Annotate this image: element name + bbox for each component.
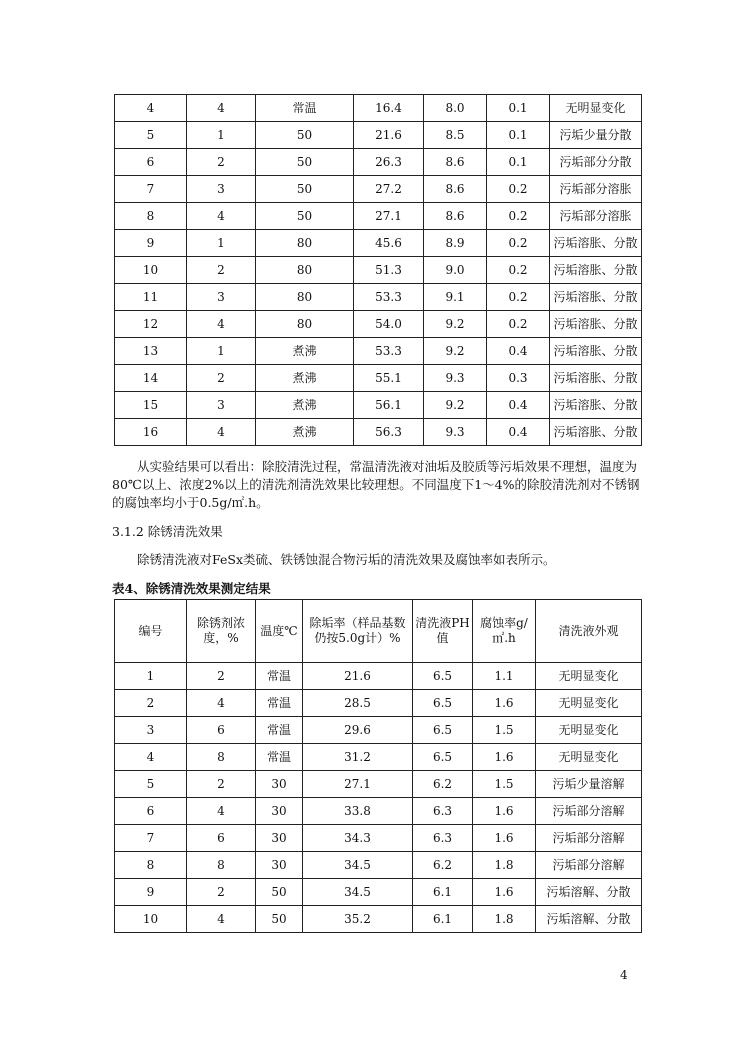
- table-cell: 45.6: [354, 230, 424, 257]
- table-cell: 14: [115, 365, 187, 392]
- table-cell: 无明显变化: [550, 95, 642, 122]
- table-cell: 11: [115, 284, 187, 311]
- table-row: [115, 744, 642, 771]
- section-heading: 3.1.2 除锈清洗效果: [112, 524, 223, 539]
- table-cell: 污垢溶胀、分散: [550, 392, 642, 419]
- table-cell: 8.9: [424, 230, 487, 257]
- table-cell: 6.2: [413, 852, 473, 879]
- table-cell: 1.8: [473, 852, 536, 879]
- table-cell: 8.6: [424, 176, 487, 203]
- table-cell: 7: [115, 176, 187, 203]
- table-row: [115, 338, 642, 365]
- table-cell: 0.2: [487, 176, 550, 203]
- table-cell: 煮沸: [256, 338, 354, 365]
- table-header-row: [115, 600, 642, 663]
- table-cell: 0.4: [487, 419, 550, 446]
- results-paragraph: 从实验结果可以看出：除胶清洗过程，常温清洗液对油垢及胶质等污垢效果不理想，温度为80℃以上、浓度2%以上的清洗剂清洗效果比较理想。不同温度下1～4%的除胶清洗剂对不锈钢的腐蚀率均小于0.5g/㎡.h。: [112, 459, 640, 510]
- table-cell: 4: [187, 798, 256, 825]
- table-cell: 9.3: [424, 419, 487, 446]
- table-cell: 6.5: [413, 744, 473, 771]
- table-cell: 1.6: [473, 798, 536, 825]
- table-cell: 6.5: [413, 663, 473, 690]
- table-cell: 无明显变化: [536, 744, 642, 771]
- table-cell: 污垢溶解、分散: [536, 879, 642, 906]
- table-cell: 9.2: [424, 392, 487, 419]
- table-cell: 56.1: [354, 392, 424, 419]
- table-cell: 4: [187, 906, 256, 933]
- table-cell: 9.3: [424, 365, 487, 392]
- table-header-cell: 温度℃: [256, 600, 303, 663]
- table-cell: 常温: [256, 95, 354, 122]
- table-cell: 2: [187, 257, 256, 284]
- table-row: [115, 176, 642, 203]
- table-cell: 4: [187, 690, 256, 717]
- table-cell: 1: [115, 663, 187, 690]
- table-cell: 8: [115, 852, 187, 879]
- table-row: [115, 257, 642, 284]
- table-cell: 33.8: [303, 798, 413, 825]
- table-cell: 30: [256, 771, 303, 798]
- table-cell: 12: [115, 311, 187, 338]
- table-cell: 9.2: [424, 311, 487, 338]
- table-cell: 27.1: [303, 771, 413, 798]
- table-cell: 9: [115, 879, 187, 906]
- table-cell: 9.1: [424, 284, 487, 311]
- table-cell: 0.2: [487, 257, 550, 284]
- table-header-cell: 除垢率（样品基数仍按5.0g计）%: [303, 600, 413, 663]
- table-row: [115, 203, 642, 230]
- table-cell: 污垢少量分散: [550, 122, 642, 149]
- table-cell: 16: [115, 419, 187, 446]
- degumming-table-body: [115, 95, 642, 446]
- table-cell: 煮沸: [256, 419, 354, 446]
- table-cell: 1.6: [473, 690, 536, 717]
- table-cell: 0.4: [487, 392, 550, 419]
- table-cell: 30: [256, 852, 303, 879]
- table-cell: 29.6: [303, 717, 413, 744]
- table-cell: 50: [256, 149, 354, 176]
- table-cell: 0.1: [487, 95, 550, 122]
- table-cell: 污垢部分溶胀: [550, 176, 642, 203]
- table-cell: 0.2: [487, 284, 550, 311]
- table-cell: 26.3: [354, 149, 424, 176]
- table-cell: 55.1: [354, 365, 424, 392]
- table-row: [115, 284, 642, 311]
- table-cell: 6.1: [413, 906, 473, 933]
- table-header-cell: 编号: [115, 600, 187, 663]
- table-cell: 80: [256, 311, 354, 338]
- table-cell: 无明显变化: [536, 690, 642, 717]
- table-cell: 4: [187, 419, 256, 446]
- table-cell: 0.1: [487, 122, 550, 149]
- table-cell: 27.1: [354, 203, 424, 230]
- table-row: [115, 365, 642, 392]
- table-cell: 6: [115, 798, 187, 825]
- table-cell: 6: [187, 825, 256, 852]
- table-cell: 煮沸: [256, 365, 354, 392]
- table-row: [115, 717, 642, 744]
- table-cell: 53.3: [354, 284, 424, 311]
- table-cell: 3: [187, 176, 256, 203]
- table-cell: 5: [115, 771, 187, 798]
- table-cell: 54.0: [354, 311, 424, 338]
- table-cell: 30: [256, 825, 303, 852]
- table-cell: 1.1: [473, 663, 536, 690]
- table-cell: 15: [115, 392, 187, 419]
- table-cell: 50: [256, 879, 303, 906]
- table-cell: 34.3: [303, 825, 413, 852]
- table-cell: 31.2: [303, 744, 413, 771]
- table-cell: 无明显变化: [536, 663, 642, 690]
- table-cell: 2: [187, 365, 256, 392]
- table-cell: 10: [115, 257, 187, 284]
- table-cell: 污垢部分溶解: [536, 825, 642, 852]
- table-cell: 8.5: [424, 122, 487, 149]
- table-cell: 51.3: [354, 257, 424, 284]
- table-row: [115, 419, 642, 446]
- page-number: 4: [620, 968, 628, 982]
- table-cell: 1.6: [473, 879, 536, 906]
- table-cell: 常温: [256, 663, 303, 690]
- table-cell: 污垢部分溶解: [536, 798, 642, 825]
- table-row: [115, 392, 642, 419]
- table-cell: 1: [187, 338, 256, 365]
- table-cell: 1.5: [473, 717, 536, 744]
- table-cell: 4: [187, 311, 256, 338]
- degumming-results-table: [114, 94, 642, 446]
- table-row: [115, 825, 642, 852]
- table-cell: 污垢溶胀、分散: [550, 257, 642, 284]
- table-cell: 28.5: [303, 690, 413, 717]
- table-cell: 3: [115, 717, 187, 744]
- table-cell: 1: [187, 122, 256, 149]
- table-row: [115, 663, 642, 690]
- table-cell: 34.5: [303, 852, 413, 879]
- table-cell: 53.3: [354, 338, 424, 365]
- table-cell: 煮沸: [256, 392, 354, 419]
- table-cell: 0.2: [487, 230, 550, 257]
- table-cell: 4: [115, 744, 187, 771]
- table-cell: 污垢溶胀、分散: [550, 365, 642, 392]
- table-cell: 8: [187, 852, 256, 879]
- table-cell: 8.0: [424, 95, 487, 122]
- rust-intro-paragraph: 除锈清洗液对FeSx类硫、铁锈蚀混合物污垢的清洗效果及腐蚀率如表所示。: [137, 552, 556, 567]
- table-cell: 35.2: [303, 906, 413, 933]
- table-cell: 1.5: [473, 771, 536, 798]
- table-header-cell: 清洗液外观: [536, 600, 642, 663]
- table-row: [115, 95, 642, 122]
- table-cell: 污垢溶胀、分散: [550, 230, 642, 257]
- table-cell: 污垢溶胀、分散: [550, 284, 642, 311]
- table-cell: 8: [187, 744, 256, 771]
- table-cell: 污垢部分溶解: [536, 852, 642, 879]
- table-cell: 6.2: [413, 771, 473, 798]
- table-cell: 4: [187, 95, 256, 122]
- table-cell: 污垢少量溶解: [536, 771, 642, 798]
- table-cell: 80: [256, 257, 354, 284]
- table-row: [115, 690, 642, 717]
- table-cell: 2: [187, 771, 256, 798]
- table-cell: 50: [256, 906, 303, 933]
- table-cell: 7: [115, 825, 187, 852]
- table-cell: 6: [187, 717, 256, 744]
- table-header-cell: 腐蚀率g/㎡.h: [473, 600, 536, 663]
- table-cell: 9.2: [424, 338, 487, 365]
- table-cell: 8.6: [424, 149, 487, 176]
- table-cell: 56.3: [354, 419, 424, 446]
- table-row: [115, 311, 642, 338]
- table-cell: 8.6: [424, 203, 487, 230]
- table-row: [115, 798, 642, 825]
- table-cell: 10: [115, 906, 187, 933]
- table-row: [115, 879, 642, 906]
- table-cell: 无明显变化: [536, 717, 642, 744]
- table-cell: 常温: [256, 717, 303, 744]
- table-cell: 污垢溶胀、分散: [550, 419, 642, 446]
- table-cell: 1.6: [473, 825, 536, 852]
- table-cell: 80: [256, 284, 354, 311]
- table-cell: 0.1: [487, 149, 550, 176]
- table-header-cell: 除锈剂浓度，%: [187, 600, 256, 663]
- table-cell: 4: [115, 95, 187, 122]
- table-cell: 9.0: [424, 257, 487, 284]
- table-cell: 污垢部分溶胀: [550, 203, 642, 230]
- table-cell: 6.5: [413, 690, 473, 717]
- table-cell: 6.3: [413, 825, 473, 852]
- table-cell: 9: [115, 230, 187, 257]
- table-cell: 污垢溶胀、分散: [550, 338, 642, 365]
- table-cell: 2: [115, 690, 187, 717]
- rust-table-body: [115, 600, 642, 933]
- table-cell: 0.4: [487, 338, 550, 365]
- table-cell: 34.5: [303, 879, 413, 906]
- table-cell: 6.5: [413, 717, 473, 744]
- rust-removal-results-table: [114, 599, 642, 933]
- table-cell: 27.2: [354, 176, 424, 203]
- table-cell: 2: [187, 663, 256, 690]
- table-cell: 4: [187, 203, 256, 230]
- table-cell: 80: [256, 230, 354, 257]
- table-row: [115, 771, 642, 798]
- table-cell: 3: [187, 392, 256, 419]
- table-cell: 6.1: [413, 879, 473, 906]
- table-cell: 污垢溶胀、分散: [550, 311, 642, 338]
- table-cell: 0.3: [487, 365, 550, 392]
- table-cell: 3: [187, 284, 256, 311]
- table-cell: 常温: [256, 690, 303, 717]
- table-header-cell: 清洗液PH值: [413, 600, 473, 663]
- table-row: [115, 122, 642, 149]
- table-cell: 0.2: [487, 311, 550, 338]
- table-cell: 常温: [256, 744, 303, 771]
- table-cell: 16.4: [354, 95, 424, 122]
- table4-caption: 表4、除锈清洗效果测定结果: [112, 581, 271, 596]
- table-cell: 30: [256, 798, 303, 825]
- table-cell: 6: [115, 149, 187, 176]
- table-row: [115, 906, 642, 933]
- table-cell: 50: [256, 203, 354, 230]
- table-cell: 21.6: [354, 122, 424, 149]
- table-cell: 1.8: [473, 906, 536, 933]
- table-cell: 2: [187, 149, 256, 176]
- table-cell: 2: [187, 879, 256, 906]
- table-cell: 污垢溶解、分散: [536, 906, 642, 933]
- table-cell: 50: [256, 122, 354, 149]
- table-cell: 13: [115, 338, 187, 365]
- table-row: [115, 149, 642, 176]
- table-cell: 0.2: [487, 203, 550, 230]
- table-cell: 1: [187, 230, 256, 257]
- table-cell: 5: [115, 122, 187, 149]
- table-cell: 污垢部分分散: [550, 149, 642, 176]
- table-cell: 50: [256, 176, 354, 203]
- table-row: [115, 852, 642, 879]
- table-cell: 6.3: [413, 798, 473, 825]
- table-cell: 21.6: [303, 663, 413, 690]
- table-row: [115, 230, 642, 257]
- table-cell: 1.6: [473, 744, 536, 771]
- table-cell: 8: [115, 203, 187, 230]
